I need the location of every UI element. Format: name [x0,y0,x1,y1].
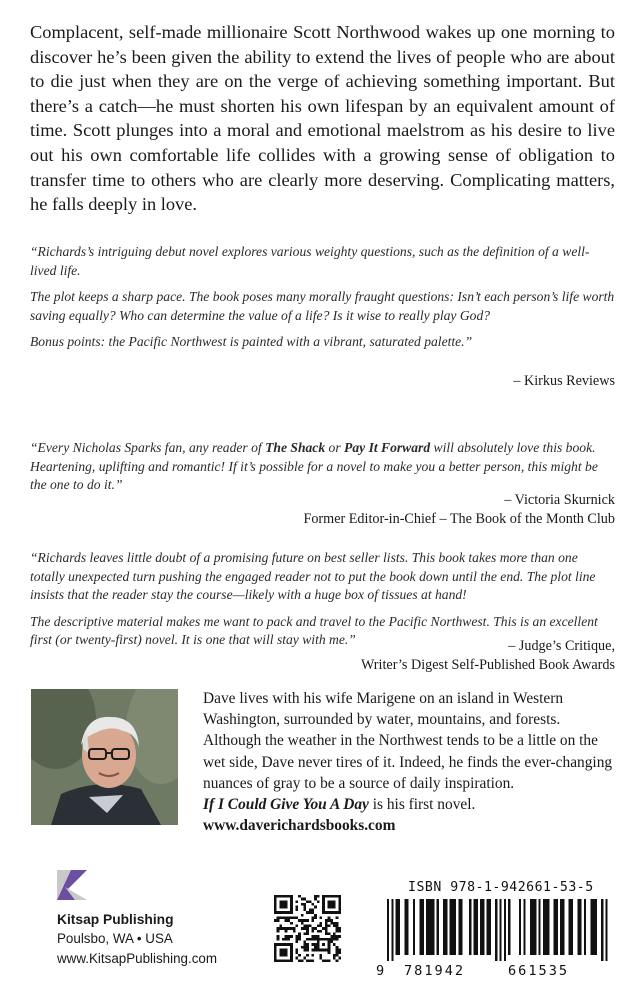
isbn-barcode [374,880,612,980]
publisher-website-link[interactable]: www.KitsapPublishing.com [57,950,218,966]
review-paragraph: Bonus points: the Pacific Northwest is painted with a vibrant, saturated palette.” [30,334,473,350]
publisher-name: Kitsap Publishing [57,912,174,927]
book-title: If I Could Give You A Day [203,796,369,814]
book-title-shack: The Shack [265,440,326,455]
review-paragraph: The descriptive material makes me want to pack and travel to the Pacific Northwest. This is an excellent first (or twenty-first) novel. It is one that will stay with me.” [30,613,598,648]
barcode-digits-right: 661535 [508,963,570,979]
publisher-info [57,910,217,968]
review-paragraph: “Every Nicholas Sparks fan, any reader of The Shack or Pay It Forward will absolutely love this book. Heartening, uplifting and romantic! If it’s possible for a novel to make you a better person, this might be the one to do it.” [30,440,598,493]
author-bio: Dave lives with his wife Marigene on an island in Western Washington, surrounded by water, mountains, and forests. Although the weather in the Northwest tends to be a little on the wet side, Dave never tires of it. Indeed, he finds the ever-changing nuances of gray to be a source of daily inspiration. If I Could Give You A Day is his first novel. www.daverichardsbooks.com [203,688,619,836]
author-photo [31,689,178,825]
qr-code-icon[interactable] [274,895,341,962]
review-attribution: – Victoria Skurnick Former Editor-in-Chief – The Book of the Month Club [303,492,615,527]
book-title-pay-it-forward: Pay It Forward [344,440,431,455]
author-portrait-icon [31,689,178,825]
review-kirkus [30,243,615,360]
review-paragraph: “Richards leaves little doubt of a promising future on best seller lists. This book takes more than one totally unexpected turn pushing the engaged reader not to put the book down until the end. The plot line insists that the reader stay the course—likely with a huge box of tissues at hand! [30,550,596,603]
kitsap-k-logo-icon [57,870,87,900]
back-cover-blurb: Complacent, self-made millionaire Scott Northwood wakes up one morning to discover he’s been given the ability to extend the lives of people who are about to die just when they are on the verge of achieving something important. But there’s a catch—he must shorten his own lifespan by an equivalent amount of time. Scott plunges into a moral and emotional maelstrom as his desire to live out his own comfortable life collides with a growing sense of obligation to transfer time to others who are clearly more deserving. Complicating matters, he falls deeply in love. [30,22,615,215]
publisher-location: Poulsbo, WA • USA [57,931,173,946]
barcode-digits-left: 781942 [404,963,466,979]
review-attribution: – Kirkus Reviews [513,373,615,389]
barcode-digit-first: 9 [376,963,387,979]
review-attribution: – Judge’s Critique, Writer’s Digest Self-Published Book Awards [360,638,615,673]
author-website-link[interactable]: www.daverichardsbooks.com [203,817,396,835]
isbn-label: ISBN 978-1-942661-53-5 [408,880,594,895]
barcode-bars-icon [374,899,612,961]
review-paragraph: The plot keeps a sharp pace. The book poses many morally fraught questions: Isn’t each person’s life worth saving equally? Who can determine the value of a life? Is it wise to really play God? [30,289,615,323]
review-paragraph: “Richards’s intriguing debut novel explores various weighty questions, such as the definition of a well-lived life. [30,244,590,278]
